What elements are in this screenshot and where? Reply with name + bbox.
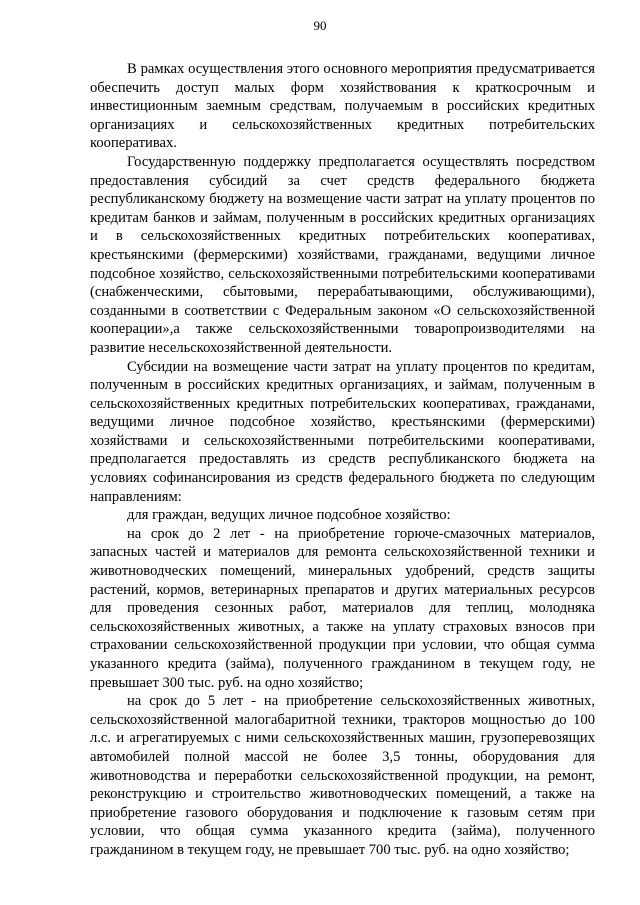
paragraph: Субсидии на возмещение части затрат на уплату процентов по кредитам, полученным в российских кредитных организациях, и займам, полученным в сельскохозяйственных кредитных потребительских кооперативах, гражданами, ведущими личное подсобное хозяйство, крестьянскими (фермерскими) хозяйствами и сельскохозяйственными потребительскими кооперативами, предполагается предоставлять из средств республиканского бюджета на условиях софинансирования из средств федерального бюджета по следующим направлениям: — [90, 358, 595, 505]
paragraph: на срок до 5 лет - на приобретение сельскохозяйственных животных, сельскохозяйственной малогабаритной техники, тракторов мощностью до 100 л.с. и агрегатируемых с ними сельскохозяйственных машин, грузоперевозящих автомобилей полной массой не более 3,5 тонны, оборудования для животноводства и переработки сельскохозяйственной продукции, на ремонт, реконструкцию и строительство животноводческих помещений, а также на приобретение газового оборудования и подключение к газовым сетям при условии, что общая сумма указанного кредита (займа), полученного гражданином в текущем году, не превышает 700 тыс. руб. на одно хозяйство; — [90, 693, 595, 858]
paragraph: для граждан, ведущих личное подсобное хозяйство: — [127, 507, 451, 524]
paragraph: В рамках осуществления этого основного мероприятия предусматривается обеспечить доступ малых форм хозяйствования к краткосрочным и инвестиционным заемным средствам, получаемым в российских кредитных организациях и сельскохозяйственных кредитных потребительских кооперативах. — [90, 61, 595, 152]
paragraph: на срок до 2 лет - на приобретение горюче-смазочных материалов, запасных частей и материалов для ремонта сельскохозяйственной техники и животноводческих помещений, минеральных удобрений, средств защиты растений, кормов, ветеринарных препаратов и других материальных ресурсов для проведения сезонных работ, материалов для теплиц, молодняка сельскохозяйственных животных, а также на уплату страховых взносов при страховании сельскохозяйственной продукции при условии, что общая сумма указанного кредита (займа), полученного гражданином в текущем году, не превышает 300 тыс. руб. на одно хозяйство; — [90, 525, 595, 691]
page-number: 90 — [313, 18, 327, 33]
document-body — [90, 60, 595, 860]
paragraph: Государственную поддержку предполагается осуществлять посредством предоставления субсидий за счет средств федерального бюджета республиканскому бюджету на возмещение части затрат на уплату процентов по кредитам банков и займам, полученным в российских кредитных организациях и в сельскохозяйственных кредитных потребительских кооперативах, крестьянскими (фермерскими) хозяйствами, гражданами, ведущими личное подсобное хозяйство, сельскохозяйственными потребительскими кооперативами (снабженческими, сбытовыми, перерабатывающими, обслуживающими), созданными в соответствии с Федеральным законом «О сельскохозяйственной кооперации»,а также сельскохозяйственными товаропроизводителями на развитие несельскохозяйственной деятельности. — [90, 153, 595, 356]
